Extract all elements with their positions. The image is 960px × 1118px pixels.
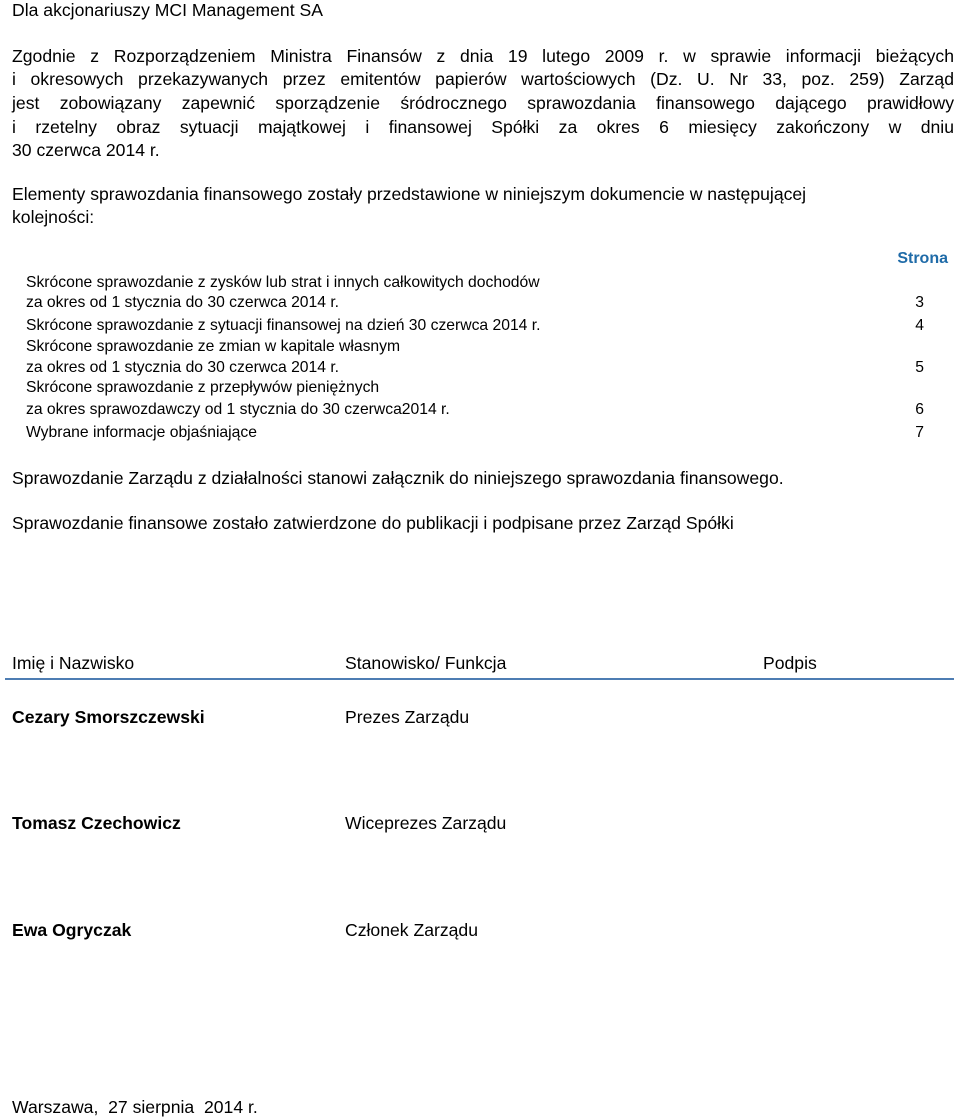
- toc-item-1-line-1: Skrócone sprawozdanie z zysków lub strat i innych całkowitych dochodów: [26, 274, 540, 291]
- place-and-date: Warszawa, 27 sierpnia 2014 r.: [12, 1097, 258, 1117]
- toc-item-3-line-1: Skrócone sprawozdanie ze zmian w kapitale własnym: [26, 338, 401, 355]
- signatory-position-2: Wiceprezes Zarządu: [345, 813, 507, 833]
- approval-note: Sprawozdanie finansowe zostało zatwierdzone do publikacji i podpisane przez Zarząd Spółki: [12, 513, 734, 533]
- signatures-header-name: Imię i Nazwisko: [12, 653, 135, 673]
- toc-item-5-page: 7: [915, 424, 924, 441]
- intro-line-1: Zgodnie z Rozporządzeniem Ministra Finansów z dnia 19 lutego 2009 r. w sprawie informacji bieżących: [12, 46, 954, 66]
- elements-intro-line-2: kolejności:: [12, 207, 95, 227]
- elements-intro-line-1: Elementy sprawozdania finansowego zostały przedstawione w niniejszym dokumencie w następującej: [12, 184, 807, 204]
- signatures-header-position: Stanowisko/ Funkcja: [345, 653, 507, 673]
- intro-line-2: i okresowych przekazywanych przez emitentów papierów wartościowych (Dz. U. Nr 33, poz. 259) Zarząd: [12, 69, 954, 89]
- document-recipient: Dla akcjonariuszy MCI Management SA: [12, 0, 323, 20]
- toc-item-2-page: 4: [915, 317, 924, 334]
- signatory-name-2: Tomasz Czechowicz: [12, 813, 181, 833]
- signatory-name-1: Cezary Smorszczewski: [12, 707, 205, 727]
- toc-page-header: Strona: [897, 250, 948, 267]
- toc-item-3-page: 5: [915, 359, 924, 376]
- toc-item-2-line-1: Skrócone sprawozdanie z sytuacji finansowej na dzień 30 czerwca 2014 r.: [26, 317, 541, 334]
- signatory-position-1: Prezes Zarządu: [345, 707, 470, 727]
- intro-line-3: jest zobowiązany zapewnić sporządzenie śródrocznego sprawozdania finansowego dającego prawidłowy: [12, 93, 954, 113]
- toc-item-3-line-2: za okres od 1 stycznia do 30 czerwca 2014 r.: [26, 359, 340, 376]
- toc-item-4-line-1: Skrócone sprawozdanie z przepływów pieniężnych: [26, 379, 380, 396]
- management-report-note: Sprawozdanie Zarządu z działalności stanowi załącznik do niniejszego sprawozdania finansowego.: [12, 468, 784, 488]
- toc-item-1-page: 3: [915, 294, 924, 311]
- toc-item-4-line-2: za okres sprawozdawczy od 1 stycznia do 30 czerwca2014 r.: [26, 401, 450, 418]
- signatures-header-rule: [5, 678, 954, 680]
- signatory-name-3: Ewa Ogryczak: [12, 920, 132, 940]
- toc-item-5-line-1: Wybrane informacje objaśniające: [26, 424, 257, 441]
- toc-item-4-page: 6: [915, 401, 924, 418]
- signatures-header-signature: Podpis: [763, 653, 817, 673]
- intro-line-5: 30 czerwca 2014 r.: [12, 140, 160, 160]
- intro-line-4: i rzetelny obraz sytuacji majątkowej i finansowej Spółki za okres 6 miesięcy zakończony w dniu: [12, 117, 954, 137]
- toc-item-1-line-2: za okres od 1 stycznia do 30 czerwca 2014 r.: [26, 294, 340, 311]
- signatory-position-3: Członek Zarządu: [345, 920, 478, 940]
